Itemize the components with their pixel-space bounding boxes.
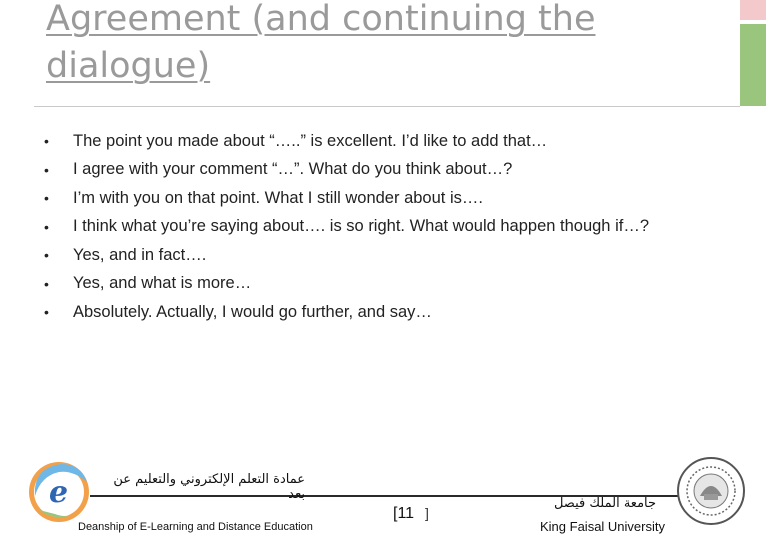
slide-title <box>46 0 706 90</box>
bullet-list <box>44 127 649 327</box>
bullet-dot-icon: • <box>44 161 49 178</box>
slide-title-line-2: dialogue) <box>46 46 211 86</box>
bullet-item: • I’m with you on that point. What I still wonder about is…. <box>44 188 483 207</box>
bullet-dot-icon: • <box>44 304 49 321</box>
slide-title-line-1: Agreement (and continuing the <box>46 0 596 39</box>
university-arabic-label: جامعة الملك فيصل <box>553 496 657 511</box>
university-english-label: King Faisal University <box>540 519 665 534</box>
bullet-item: • The point you made about “…..” is excellent. I’d like to add that… <box>44 131 548 150</box>
bullet-item: • I agree with your comment “…”. What do you think about…? <box>44 160 513 179</box>
title-divider <box>34 106 740 107</box>
bullet-item: • Yes, and what is more… <box>44 274 252 293</box>
bullet-dot-icon: • <box>44 247 49 264</box>
accent-bar-pink <box>740 0 766 20</box>
deanship-english-label: Deanship of E-Learning and Distance Education <box>78 521 313 533</box>
bullet-item: • I think what you’re saying about…. is so right. What would happen though if…? <box>44 217 649 236</box>
bullet-dot-icon: • <box>44 218 49 235</box>
page-number-bracket: ] <box>425 505 429 521</box>
bullet-item: • Yes, and in fact…. <box>44 245 207 264</box>
accent-bar-green <box>740 24 766 106</box>
bullet-item: • Absolutely. Actually, I would go further, and say… <box>44 302 432 321</box>
deanship-arabic-label: عمادة التعلم الإلكتروني والتعليم عن بعد <box>113 472 305 502</box>
page-number: [11 <box>393 505 415 522</box>
e-learning-logo-icon <box>25 456 93 526</box>
bullet-dot-icon: • <box>44 190 49 207</box>
bullet-dot-icon: • <box>44 133 49 150</box>
university-seal-icon <box>676 456 746 526</box>
bullet-dot-icon: • <box>44 275 49 292</box>
svg-text:e: e <box>49 475 69 510</box>
